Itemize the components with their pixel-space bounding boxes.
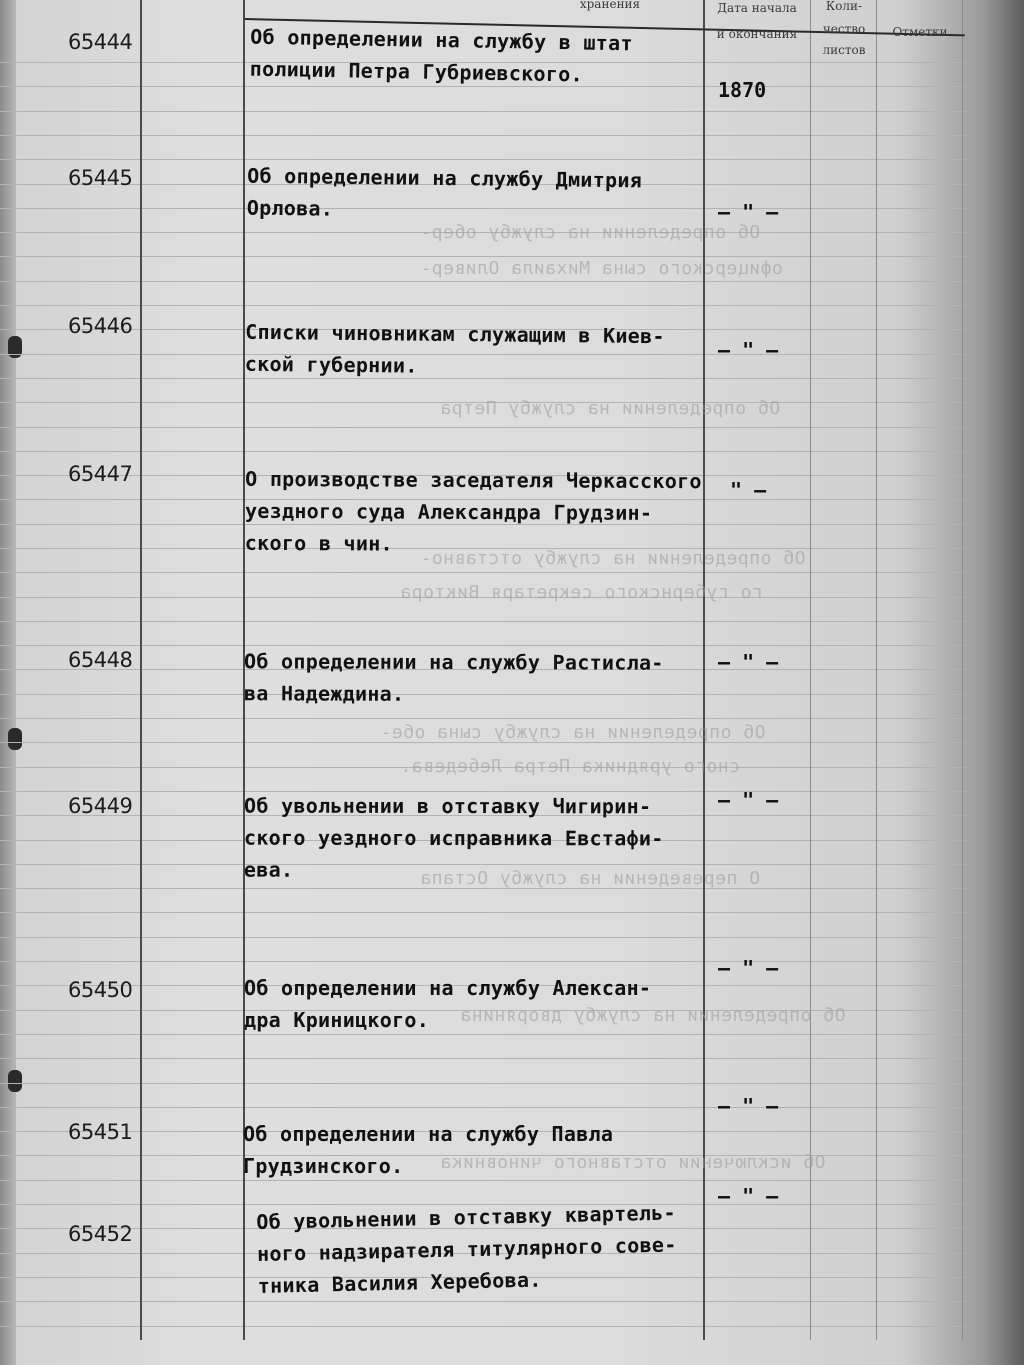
bleed-through-text: Об определении на службу дворянина	[460, 1005, 846, 1026]
entry-number: 65452	[68, 1222, 133, 1246]
column-divider	[962, 0, 963, 1340]
entry-number: 65448	[68, 648, 133, 672]
ruled-line	[0, 1107, 965, 1108]
entry-title-line: Об определении на службу в штат	[250, 24, 634, 56]
ruled-line	[0, 256, 965, 257]
entry-title-line: ской губернии.	[244, 351, 418, 378]
entry-date: – " –	[718, 650, 779, 674]
entry-title-line: Орлова.	[246, 195, 334, 221]
bleed-through-text: го губернского секретаря Виктора	[400, 582, 763, 603]
entry-date: – " –	[718, 200, 779, 224]
entry-date: – " –	[718, 956, 779, 980]
ruled-line	[0, 961, 965, 962]
entry-number: 65446	[68, 314, 133, 338]
entry-title-line: тника Василия Херебова.	[257, 1267, 542, 1298]
entry-title-line: Грудзинского.	[243, 1154, 404, 1178]
bleed-through-text: Об определении на службу Петра	[440, 398, 781, 419]
entry-title-line: Об увольнении в отставку квартель-	[256, 1200, 677, 1234]
ruled-line	[0, 281, 965, 282]
entry-date: – " –	[718, 338, 779, 362]
binding-hole	[8, 1070, 22, 1092]
entry-title-line: ского в чин.	[244, 530, 393, 556]
header-marks: Отметки	[892, 25, 948, 39]
entry-title	[256, 1196, 678, 1301]
column-divider	[140, 0, 142, 1340]
entry-title-line: О производстве заседателя Черкасского	[245, 466, 702, 494]
ruled-line	[0, 111, 965, 112]
bleed-through-text: Об исключении отставного чиновника	[440, 1152, 826, 1173]
entry-title	[245, 316, 665, 384]
header-count-line3: листов	[822, 43, 866, 57]
bleed-through-text: Об определении на службу обер-	[420, 222, 761, 243]
ruled-line	[0, 1326, 965, 1327]
entry-title-line: ва Надеждина.	[243, 681, 405, 706]
entry-number: 65449	[68, 794, 133, 818]
entry-title	[244, 790, 664, 887]
ruled-line	[0, 451, 965, 452]
binding-hole	[8, 728, 22, 750]
entry-number: 65445	[68, 166, 133, 190]
ruled-line	[0, 305, 965, 306]
entry-date: – " –	[718, 1184, 779, 1208]
bleed-through-text: офицерского сына Михаила Оливер-	[420, 258, 783, 279]
header-count-line2: чество	[822, 22, 866, 36]
entry-date: " –	[730, 478, 767, 502]
entry-title	[244, 972, 651, 1036]
entry-title-line: Об определении на службу Алексан-	[244, 976, 652, 1000]
bleed-through-text: Об определении на службу отставно-	[420, 548, 806, 569]
entry-date: 1870	[718, 78, 767, 102]
entry-title	[245, 463, 702, 561]
entry-title-line: дра Криницкого.	[244, 1008, 430, 1032]
column-divider	[876, 0, 877, 1340]
entry-title	[247, 160, 643, 229]
entry-title-line: полиции Петра Губриевского.	[249, 56, 584, 87]
header-storage: хранения	[579, 0, 641, 11]
header-count-line1: Коли-	[825, 0, 863, 13]
entry-date: – " –	[718, 1094, 779, 1118]
entry-number: 65450	[68, 978, 133, 1002]
ruled-line	[0, 427, 965, 428]
column-divider	[703, 0, 705, 1340]
ruled-line	[0, 718, 965, 719]
bleed-through-text: Об определении на службу сына обе-	[380, 722, 766, 743]
bleed-through-text: О переведении на службу Остапа	[420, 868, 761, 889]
entry-title	[249, 21, 633, 92]
bleed-through-text: сного урядника Петра Лебедева.	[400, 756, 741, 777]
header-dates-line1: Дата начала	[717, 1, 797, 15]
ruled-line	[0, 159, 965, 160]
ruled-line	[0, 1058, 965, 1059]
ruled-line	[0, 937, 965, 938]
ruled-line	[0, 1083, 965, 1084]
entry-title-line: ского уездного исправника Евстафи-	[243, 825, 664, 851]
entry-title-line: ева.	[243, 857, 294, 882]
entry-date: – " –	[718, 788, 779, 812]
ruled-line	[0, 912, 965, 913]
entry-title-line: Списки чиновникам служащим в Киев-	[245, 319, 665, 349]
ruled-line	[0, 572, 965, 573]
entry-title	[243, 1118, 613, 1182]
binding-edge	[0, 0, 16, 1365]
entry-title-line: Об увольнении в отставку Чигирин-	[244, 793, 652, 819]
entry-title-line: Об определении на службу Дмитрия	[247, 163, 643, 193]
entry-title-line: Об определении на службу Павла	[243, 1122, 614, 1146]
entry-number: 65451	[68, 1120, 133, 1144]
entry-title-line: ного надзирателя титулярного сове-	[256, 1232, 677, 1266]
ruled-line	[0, 135, 965, 136]
entry-title	[244, 645, 664, 710]
entry-number: 65447	[68, 462, 133, 486]
ruled-line	[0, 621, 965, 622]
column-divider	[810, 0, 811, 1340]
entry-title-line: Об определении на службу Растисла-	[244, 649, 664, 675]
entry-number: 65444	[68, 30, 133, 54]
header-dates-line2: и окончания	[716, 27, 798, 41]
ruled-line	[0, 1301, 965, 1302]
entry-title-line: уездного суда Александра Грудзин-	[244, 498, 653, 525]
